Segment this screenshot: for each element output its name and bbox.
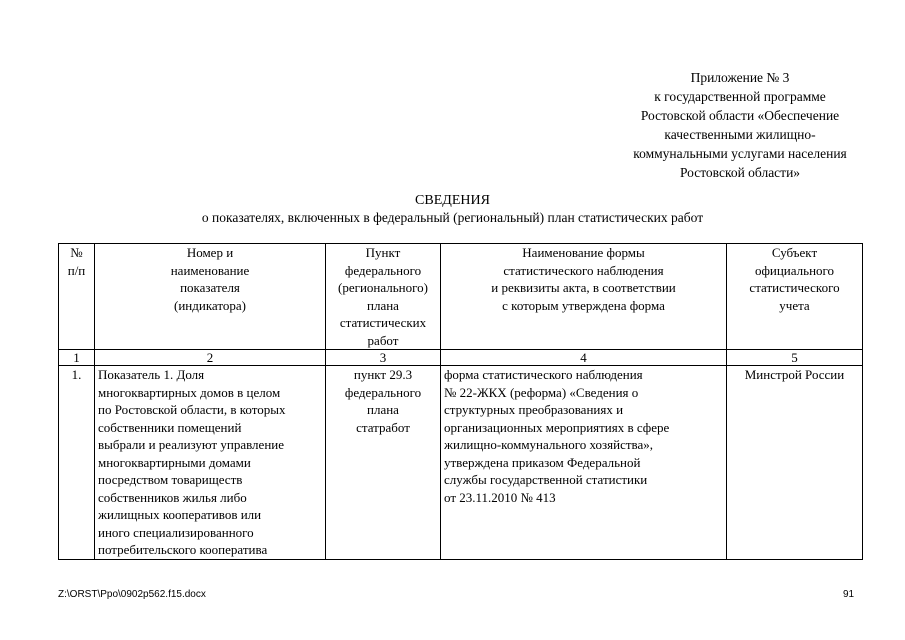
header-line: (регионального) (338, 280, 428, 295)
header-line: наименование (170, 262, 250, 278)
column-number-row (59, 350, 863, 366)
cell-line: собственников жилья либо (98, 489, 247, 505)
header-line: с которым утверждена форма (502, 297, 665, 313)
header-line: и реквизиты акта, в соответствии (491, 280, 676, 295)
column-number: 3 (326, 350, 441, 366)
appendix-line: Ростовской области» (679, 165, 801, 180)
cell-line: Минстрой России (744, 367, 845, 382)
header-line: учета (779, 297, 810, 313)
cell-line: многоквартирными домами (98, 454, 251, 470)
subject-cell (727, 366, 863, 560)
cell-line: жилищных кооперативов или (98, 507, 262, 522)
cell-line: по Ростовской области, в которых (98, 402, 286, 417)
cell-line: федерального (344, 384, 422, 400)
appendix-line: качественными жилищно- (664, 127, 816, 142)
cell-line: от 23.11.2010 № 413 (444, 489, 556, 505)
appendix-line: Приложение № 3 (690, 70, 790, 85)
header-line: № (70, 245, 83, 260)
header-line: Пункт (365, 245, 401, 260)
row-number: 1. (59, 366, 95, 560)
header-line: федерального (344, 262, 422, 278)
column-number: 2 (95, 350, 326, 366)
cell-line: плана (367, 402, 399, 417)
plan-item-cell (326, 366, 441, 560)
cell-line: пункт 29.3 (353, 367, 413, 382)
header-line: п/п (67, 262, 86, 278)
header-line: показателя (180, 280, 240, 295)
header-line: работ (367, 332, 399, 348)
cell-line: структурных преобразованиях и (444, 402, 624, 417)
cell-line: статработ (356, 419, 410, 435)
page-number: 91 (843, 589, 855, 600)
cell-line: жилищно-коммунального хозяйства», (444, 437, 654, 452)
cell-line: Показатель 1. Доля (98, 367, 205, 382)
table-header-row (59, 244, 863, 350)
indicators-table (58, 243, 863, 560)
header-line: Субъект (771, 245, 818, 260)
table-row (59, 366, 863, 560)
cell-line: потребительского кооператива (98, 542, 268, 557)
column-number: 5 (727, 350, 863, 366)
header-line: статистических (339, 315, 427, 330)
header-line: статистического (749, 280, 840, 295)
appendix-line: Ростовской области «Обеспечение (640, 108, 840, 123)
cell-line: № 22-ЖКХ (реформа) «Сведения о (444, 384, 639, 400)
column-number: 1 (59, 350, 95, 366)
column-number: 4 (441, 350, 727, 366)
appendix-header (600, 68, 880, 182)
cell-line: службы государственной статистики (444, 472, 648, 487)
header-line: статистического наблюдения (503, 262, 664, 278)
form-cell (441, 366, 727, 560)
header-line: (индикатора) (174, 297, 246, 313)
cell-line: посредством товариществ (98, 472, 243, 487)
file-path: Z:\ORST\Ppo\0902p562.f15.docx (58, 589, 206, 600)
cell-line: иного специализированного (98, 524, 254, 540)
appendix-line: к государственной программе (654, 89, 826, 104)
cell-line: многоквартирных домов в целом (98, 384, 281, 400)
header-line: официального (754, 262, 835, 278)
cell-line: форма статистического наблюдения (444, 367, 643, 382)
header-line: плана (367, 297, 399, 313)
header-cell-indicator (95, 244, 326, 350)
indicator-cell (95, 366, 326, 560)
cell-line: утверждена приказом Федеральной (444, 454, 641, 470)
cell-line: выбрали и реализуют управление (98, 437, 284, 452)
document-title: СВЕДЕНИЯ (415, 193, 490, 208)
document-subtitle: о показателях, включенных в федеральный (региональный) план статистических работ (201, 210, 704, 225)
cell-line: организационных мероприятиях в сфере (444, 419, 670, 435)
header-cell-plan-item (326, 244, 441, 350)
cell-line: собственники помещений (98, 419, 242, 435)
header-line: Наименование формы (522, 245, 645, 260)
header-cell-number (59, 244, 95, 350)
header-cell-form (441, 244, 727, 350)
appendix-line: коммунальными услугами населения (633, 146, 847, 161)
header-line: Номер и (186, 245, 234, 260)
header-cell-subject (727, 244, 863, 350)
